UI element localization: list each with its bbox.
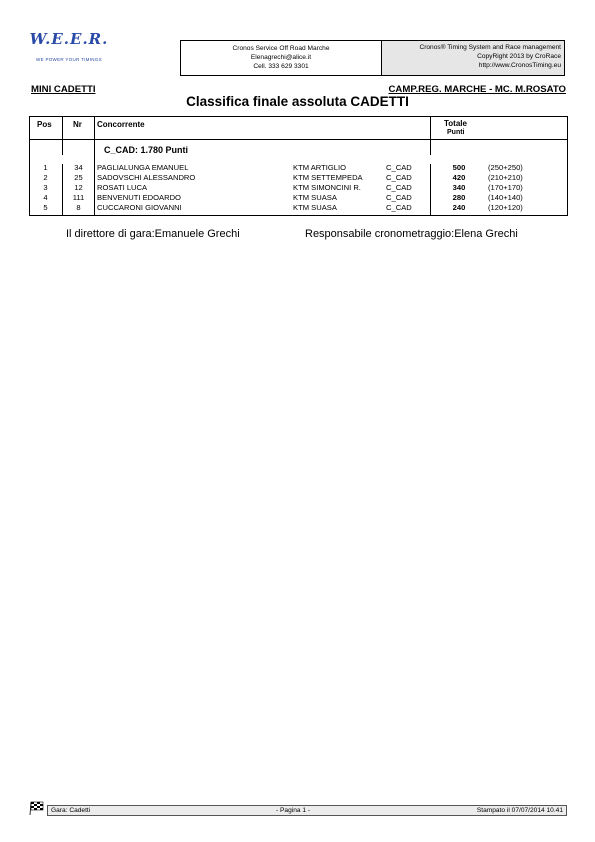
row-pos: 3 [43,183,48,192]
row-detail: (250+250) [488,163,523,172]
row-nr: 34 [74,163,83,172]
header-competitor: Concorrente [97,120,145,129]
table-border-top [29,116,568,117]
race-director: Il direttore di gara:Emanuele Grechi [66,228,240,240]
organizer-email: Elenagrechi@alice.it [250,54,312,61]
page-footer [47,805,567,816]
table-row [29,193,568,203]
row-class: C_CAD [386,173,412,182]
row-nr: 8 [76,203,81,212]
page-title: Classifica finale assoluta CADETTI [186,94,409,109]
row-name: BENVENUTI EDOARDO [97,193,181,202]
software-box [381,40,565,76]
row-nr: 12 [74,183,83,192]
row-detail: (210+210) [488,173,523,182]
row-name: PAGLIALUNGA EMANUEL [97,163,189,172]
row-pos: 1 [43,163,48,172]
footer-page: - Pagina 1 - [276,807,311,814]
championship-label: CAMP.REG. MARCHE - MC. M.ROSATO [388,84,566,95]
row-team: KTM SUASA [293,203,337,212]
header-pos: Pos [37,120,52,129]
organizer-name: Cronos Service Off Road Marche [232,45,330,52]
table-border-bottom [29,215,568,216]
footer-printed: Stampato il 07/07/2014 10.41 [476,807,563,814]
row-total: 500 [452,163,466,172]
row-name: CUCCARONI GIOVANNI [97,203,182,212]
checkered-flag-icon [29,801,45,815]
table-row [29,203,568,213]
footer-race: Gara: Cadetti [51,807,91,814]
row-total: 240 [452,203,466,212]
row-team: KTM SETTEMPEDA [293,173,363,182]
row-detail: (170+170) [488,183,523,192]
row-total: 340 [452,183,466,192]
software-website: http://www.CronosTiming.eu [478,62,561,69]
weer-logo [28,30,118,70]
logo-wordmark: W.E.E.R. [29,30,109,48]
table-row [29,183,568,193]
organizer-phone: Cell. 333 629 3301 [253,63,309,70]
row-class: C_CAD [386,193,412,202]
header-points: Punti [447,129,465,136]
category-label: MINI CADETTI [31,84,96,95]
row-pos: 2 [43,173,48,182]
row-total: 280 [452,193,466,202]
header-nr: Nr [73,120,82,129]
row-name: ROSATI LUCA [97,183,148,192]
row-total: 420 [452,173,466,182]
row-pos: 5 [43,203,48,212]
row-detail: (120+120) [488,203,523,212]
software-name: Cronos® Timing System and Race management [419,44,561,51]
row-class: C_CAD [386,183,412,192]
timekeeping-manager: Responsabile cronometraggio:Elena Grechi [305,228,518,240]
table-header-divider [29,139,568,140]
header-total: Totale [444,119,467,128]
software-copyright: CopyRight 2013 by CroRace [477,53,561,60]
row-nr: 111 [72,193,85,202]
row-pos: 4 [43,193,48,202]
row-team: KTM ARTIGLIO [293,163,347,172]
row-name: SADOVSCHI ALESSANDRO [97,173,196,182]
row-team: KTM SUASA [293,193,337,202]
logo-tagline: WE POWER YOUR TIMINGS [36,57,102,62]
row-class: C_CAD [386,203,412,212]
row-detail: (140+140) [488,193,523,202]
organizer-box [180,40,381,76]
col-divider-pos [62,116,63,155]
row-class: C_CAD [386,163,412,172]
table-row [29,163,568,173]
table-row [29,173,568,183]
row-nr: 25 [74,173,83,182]
results-table [29,116,568,216]
category-points: C_CAD: 1.780 Punti [104,145,189,155]
col-divider-competitor [430,116,431,155]
row-team: KTM SIMONCINI R. [293,183,361,192]
